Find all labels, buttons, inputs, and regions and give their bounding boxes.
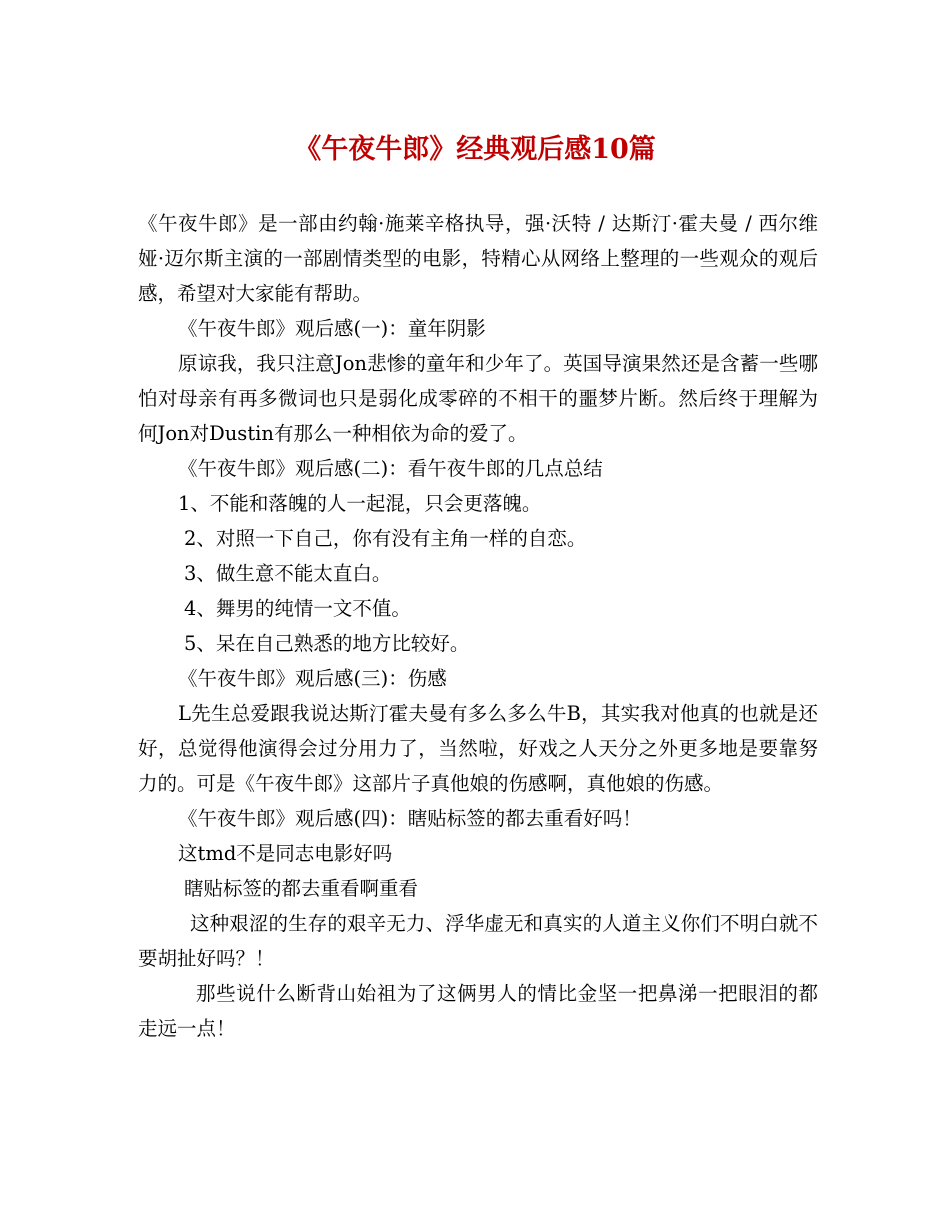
- section-heading-1: 《午夜牛郎》观后感(一)：童年阴影: [178, 317, 486, 340]
- list-item-1: 1、不能和落魄的人一起混，只会更落魄。: [178, 492, 542, 515]
- document-body: [138, 206, 818, 1046]
- paragraph-review-4-line-2: 瞎贴标签的都去重看啊重看: [184, 877, 419, 900]
- section-heading-4: 《午夜牛郎》观后感(四)：瞎贴标签的都去重看好吗！: [178, 807, 642, 830]
- list-item-2: 2、对照一下自己，你有没有主角一样的自恋。: [184, 527, 587, 550]
- document-title: 《午夜牛郎》经典观后感10篇: [294, 134, 656, 165]
- paragraph-review-3: L先生总爱跟我说达斯汀霍夫曼有多么多么牛B，其实我对他真的也就是还好，总觉得他演得会过分用力了，当然啦，好戏之人天分之外更多地是要靠努力的。可是《午夜牛郎》这部片子真他娘的伤感啊，真他娘的伤感。: [138, 702, 818, 795]
- list-item-3: 3、做生意不能太直白。: [184, 562, 392, 585]
- paragraph-review-4-line-4: 那些说什么断背山始祖为了这俩男人的情比金坚一把鼻涕一把眼泪的都走远一点！: [138, 982, 818, 1040]
- section-heading-2: 《午夜牛郎》观后感(二)：看午夜牛郎的几点总结: [178, 457, 603, 480]
- list-item-4: 4、舞男的纯情一文不值。: [184, 597, 411, 620]
- intro-paragraph: 《午夜牛郎》是一部由约翰·施莱辛格执导，强·沃特 / 达斯汀·霍夫曼 / 西尔维娅·迈尔斯主演的一部剧情类型的电影，特精心从网络上整理的一些观众的观后感，希望对大家能有帮助。: [138, 212, 818, 305]
- paragraph-review-1: 原谅我，我只注意Jon悲惨的童年和少年了。英国导演果然还是含蓄一些哪怕对母亲有再多微词也只是弱化成零碎的不相干的噩梦片断。然后终于理解为何Jon对Dustin有那么一种相依为命的爱了。: [138, 352, 818, 445]
- list-item-5: 5、呆在自己熟悉的地方比较好。: [184, 632, 470, 655]
- paragraph-review-4-line-3: 这种艰涩的生存的艰辛无力、浮华虚无和真实的人道主义你们不明白就不要胡扯好吗？！: [138, 912, 818, 970]
- paragraph-review-4-line-1: 这tmd不是同志电影好吗: [178, 842, 393, 865]
- section-heading-3: 《午夜牛郎》观后感(三)：伤感: [178, 667, 447, 690]
